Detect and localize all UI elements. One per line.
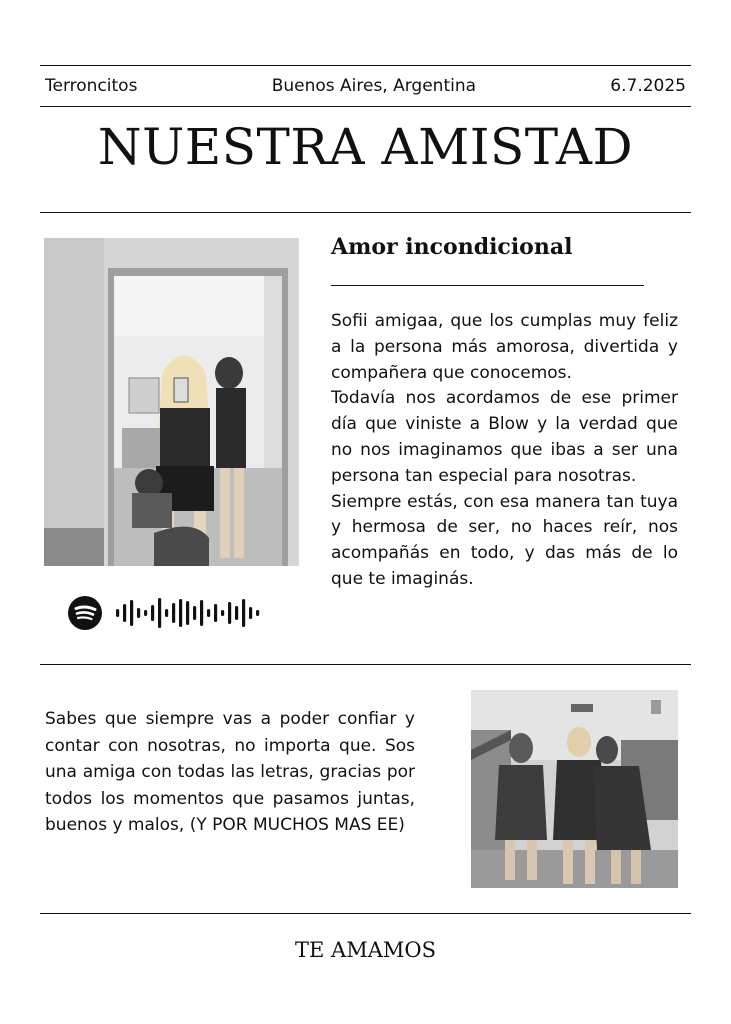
friends-group-photo bbox=[471, 690, 678, 888]
spotify-code-barcode bbox=[114, 597, 266, 629]
article-title-underline bbox=[331, 285, 644, 286]
middle-rule bbox=[40, 664, 691, 665]
article-title: Amor incondicional bbox=[331, 234, 573, 260]
spotify-code[interactable] bbox=[68, 595, 268, 631]
article-paragraph: Siempre estás, con esa manera tan tuya y hermosa de ser, no haces reír, nos acompañás en todo, y das más de lo que te imaginás. bbox=[331, 491, 678, 589]
header-bottom-rule bbox=[40, 106, 691, 107]
header-location: Buenos Aires, Argentina bbox=[271, 76, 477, 96]
bottom-rule bbox=[40, 913, 691, 914]
mirror-selfie-photo bbox=[44, 238, 299, 566]
header-left-label: Terroncitos bbox=[45, 76, 138, 96]
article-paragraph: Sofii amigaa, que los cumplas muy feliz a la persona más amorosa, divertida y compañera que conocemos. bbox=[331, 311, 678, 383]
spotify-icon bbox=[68, 596, 102, 630]
masthead-title: NUESTRA AMISTAD bbox=[97, 118, 634, 176]
second-text-block: Sabes que siempre vas a poder confiar y contar con nosotras, no importa que. Sos una amiga con todas las letras, gracias por todos los momentos que pasamos juntas, buenos y malos, (Y POR MUCHOS MAS EE) bbox=[45, 709, 415, 835]
masthead-rule bbox=[40, 212, 691, 213]
header-date: 6.7.2025 bbox=[610, 76, 686, 96]
header-row bbox=[40, 66, 691, 106]
article-paragraph: Todavía nos acordamos de ese primer día que viniste a Blow y la verdad que no nos imaginamos que ibas a ser una persona tan especial para nosotras. bbox=[331, 388, 678, 486]
footer-signoff: TE AMAMOS bbox=[295, 938, 436, 962]
article-body bbox=[331, 309, 678, 593]
